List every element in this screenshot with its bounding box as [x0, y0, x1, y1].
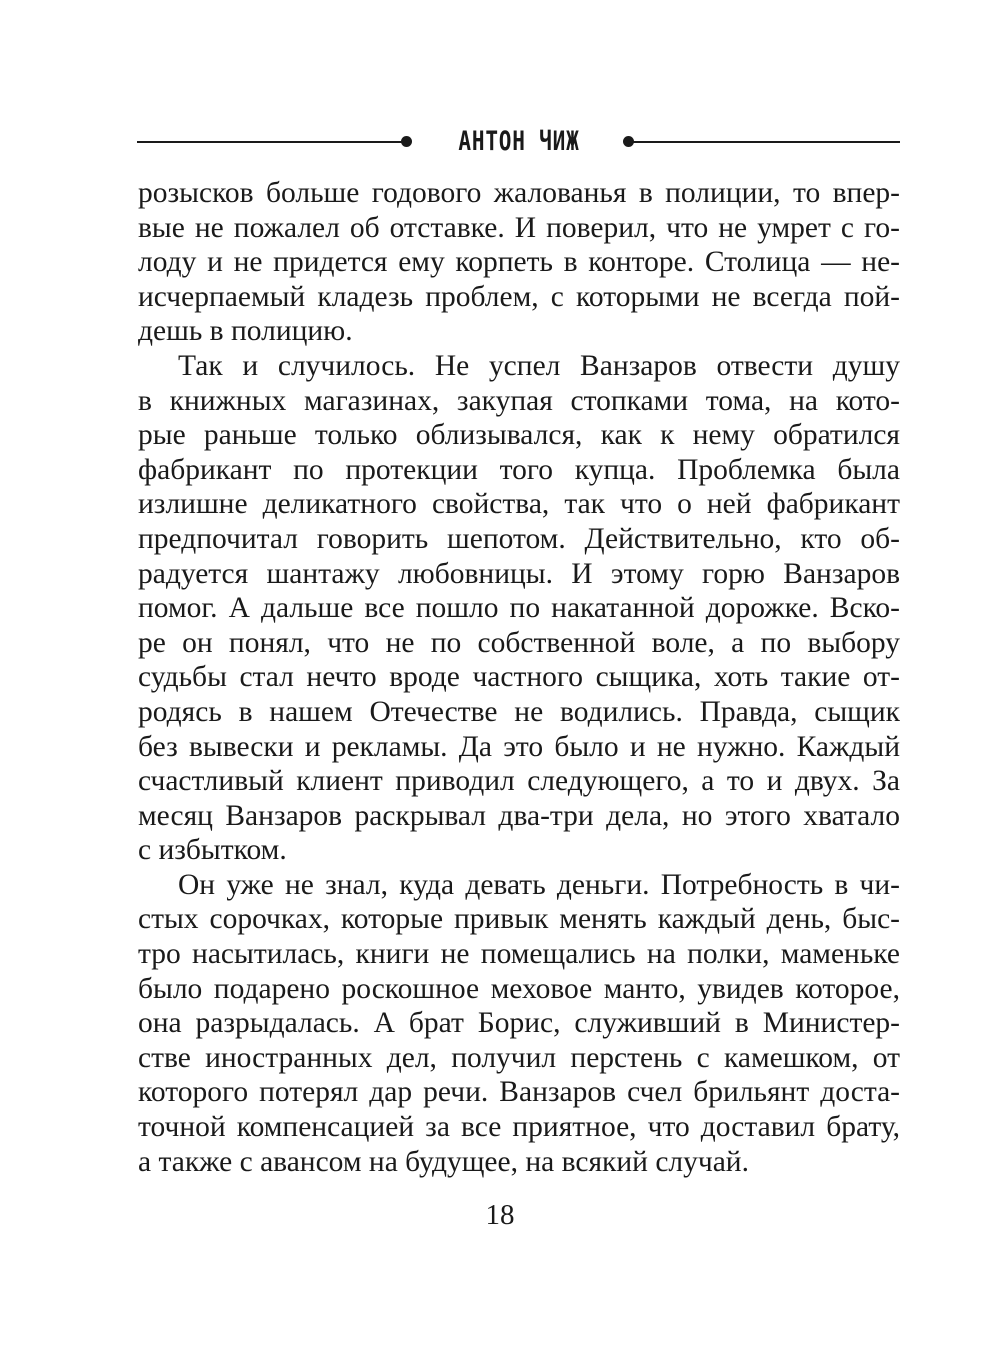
text-line: радуется шантажу любовницы. И этому горю Ванзаров [138, 557, 900, 590]
text-line: родясь в нашем Отечестве не водились. Правда, сыщик [138, 695, 900, 728]
text-line: вые не пожалел об отставке. И поверил, что не умрет с го- [138, 211, 900, 244]
text-line: которого потерял дар речи. Ванзаров счел брильянт доста- [138, 1076, 900, 1109]
paragraph [138, 868, 900, 1179]
text-line: лоду и не придется ему корпеть в конторе. Столица — не- [138, 246, 900, 279]
text-line: Он уже не знал, куда девать деньги. Потребность в чи- [178, 868, 900, 901]
text-line: Так и случилось. Не успел Ванзаров отвести душу [178, 349, 900, 382]
paragraph [138, 349, 900, 868]
text-line: она разрыдалась. А брат Борис, служивший в Министер- [138, 1007, 900, 1040]
text-line: предпочитал говорить шепотом. Действительно, кто об- [138, 522, 900, 555]
text-line: излишне деликатного свойства, так что о ней фабрикант [138, 488, 900, 521]
text-line: в книжных магазинах, закупая стопками тома, на кото- [138, 384, 900, 417]
text-line: точной компенсацией за все приятное, что доставил брату, [138, 1111, 900, 1144]
running-header-author: АНТОН ЧИЖ [458, 126, 580, 157]
text-line: ре он понял, что не по собственной воле, а по выбору [138, 626, 900, 659]
header-ornament-dot-left [401, 136, 412, 147]
text-line: с избытком. [138, 834, 287, 867]
text-line: помог. А дальше все пошло по накатанной дорожке. Вско- [138, 592, 900, 625]
running-header [137, 122, 900, 162]
header-rule-left [137, 141, 405, 143]
text-line: тро насытилась, книги не помещались на полки, маменьке [138, 938, 900, 971]
text-line: розысков больше годового жалованья в полиции, то впер- [138, 177, 900, 209]
paragraph [138, 176, 900, 349]
text-line: а также с авансом на будущее, на всякий случай. [138, 1145, 749, 1178]
text-line: без вывески и рекламы. Да это было и не нужно. Каждый [138, 730, 900, 763]
header-rule-right [629, 141, 900, 143]
text-line: дешь в полицию. [138, 315, 353, 348]
text-line: фабрикант по протекции того купца. Проблемка была [138, 453, 900, 486]
text-line: судьбы стал нечто вроде частного сыщика, хоть такие от- [138, 661, 900, 694]
text-line: стве иностранных дел, получил перстень с камешком, от [138, 1041, 900, 1074]
text-line: исчерпаемый кладезь проблем, с которыми не всегда пой- [138, 280, 900, 313]
text-line: рые раньше только облизывался, как к нему обратился [138, 419, 900, 452]
text-line: было подарено роскошное меховое манто, увидев которое, [138, 972, 900, 1005]
body-text [138, 176, 900, 1179]
text-line: счастливый клиент приводил следующего, а то и двух. За [138, 765, 900, 798]
text-line: стых сорочках, которые привык менять каждый день, быс- [138, 903, 900, 936]
text-line: месяц Ванзаров раскрывал два-три дела, но этого хватало [138, 799, 900, 832]
page-number: 18 [485, 1199, 515, 1231]
